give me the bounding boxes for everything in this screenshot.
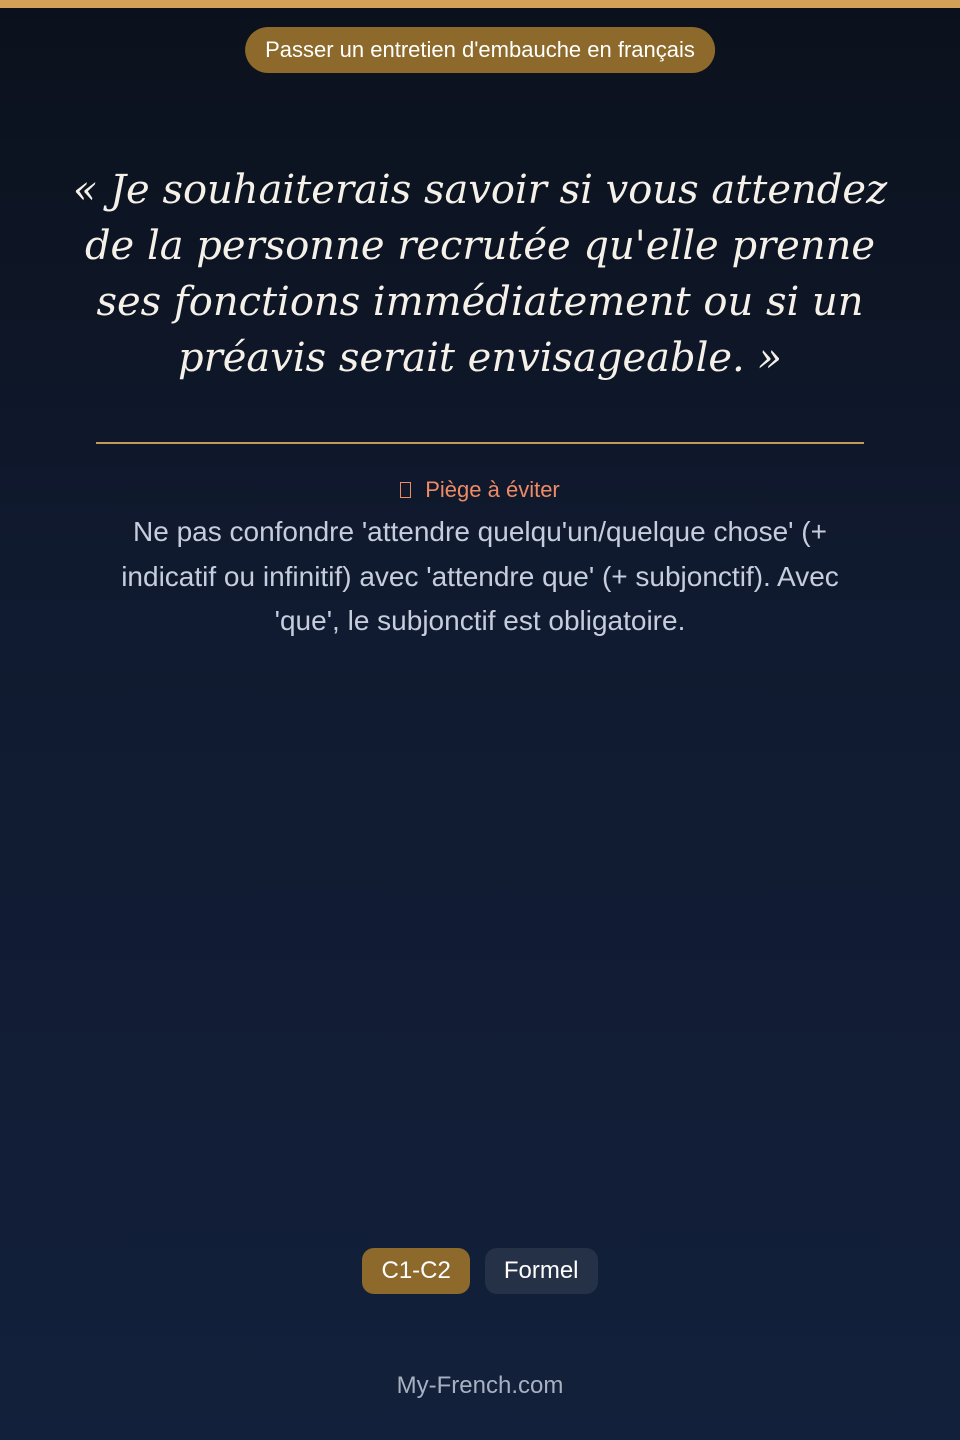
- topic-pill: Passer un entretien d'embauche en français: [245, 27, 715, 73]
- warning-explanation: Ne pas confondre 'attendre quelqu'un/quelque chose' (+ indicatif ou infinitif) avec 'attendre que' (+ subjonctif). Avec 'que', le subjonctif est obligatoire.: [121, 516, 839, 636]
- register-tag: Formel: [485, 1248, 598, 1294]
- example-quote: « Je souhaiterais savoir si vous attendez de la personne recrutée qu'elle prenne ses fonctions immédiatement ou si un préavis serait envisageable. »: [72, 167, 888, 381]
- warning-title: Piège à éviter: [425, 477, 560, 502]
- warning-square-icon: [400, 482, 411, 498]
- top-accent-bar: [0, 0, 960, 8]
- level-tag: C1-C2: [362, 1248, 469, 1294]
- site-footer: My-French.com: [396, 1372, 564, 1399]
- section-divider: [96, 442, 864, 444]
- tag-group: [0, 1248, 960, 1294]
- warning-heading: [0, 476, 960, 504]
